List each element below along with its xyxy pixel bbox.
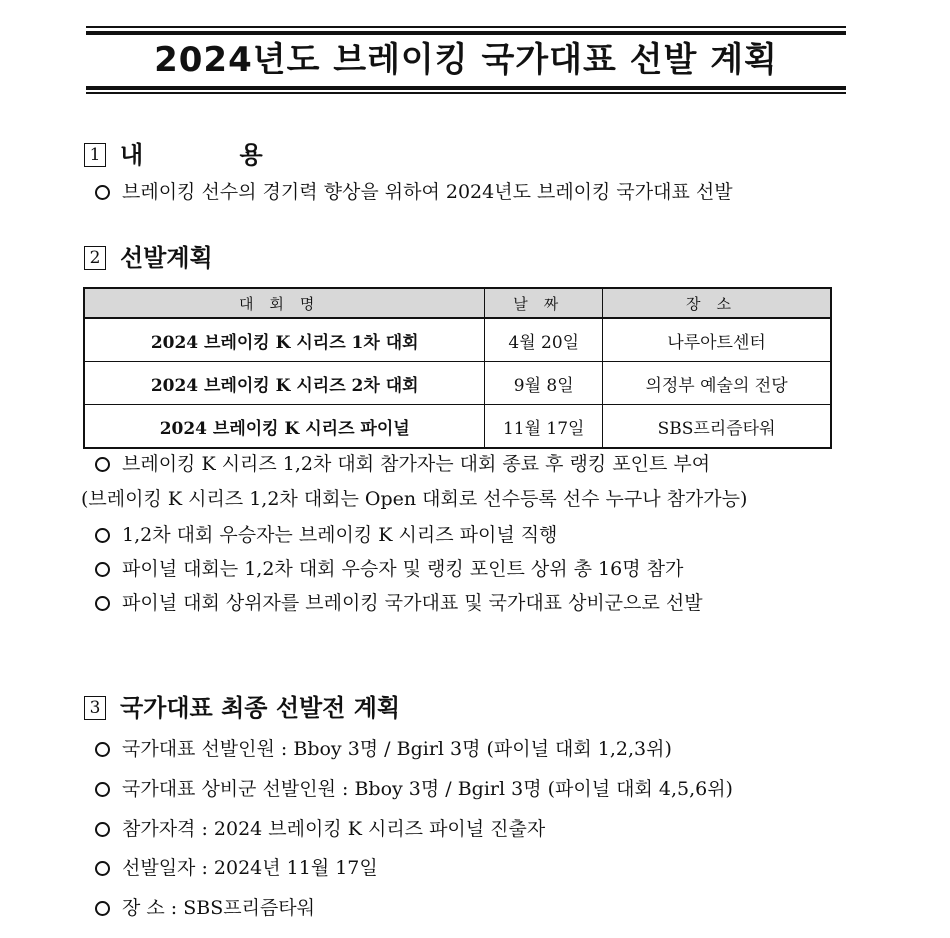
- title-bottom-rule-thick: [86, 86, 846, 90]
- circle-bullet-icon: [95, 822, 110, 837]
- bullet-text: 선발일자 : 2024년 11월 17일: [122, 857, 378, 879]
- event-cell: 2024 브레이킹 K 시리즈 1차 대회: [84, 318, 485, 362]
- circle-bullet-icon: [95, 901, 110, 916]
- section-3-bullet: [95, 736, 672, 762]
- table-row: [84, 318, 831, 362]
- section-2-note: [95, 451, 710, 477]
- section-2-title: 선발계획: [120, 244, 213, 272]
- bullet-text: 참가자격 : 2024 브레이킹 K 시리즈 파이널 진출자: [122, 818, 546, 840]
- event-cell: 2024 브레이킹 K 시리즈 2차 대회: [84, 362, 485, 405]
- title-top-rule-thin: [86, 26, 846, 28]
- circle-bullet-icon: [95, 742, 110, 757]
- section-2-note: [95, 522, 557, 548]
- bullet-text: 브레이킹 선수의 경기력 향상을 위하여 2024년도 브레이킹 국가대표 선발: [122, 181, 733, 203]
- date-cell: 4월 20일: [485, 318, 603, 362]
- title-bottom-rule-thin: [86, 92, 846, 94]
- venue-cell: 나루아트센터: [603, 318, 831, 362]
- note-text: 브레이킹 K 시리즈 1,2차 대회 참가자는 대회 종료 후 랭킹 포인트 부여: [122, 453, 711, 475]
- section-3-heading: [84, 693, 400, 723]
- venue-cell: SBS프리즘타워: [603, 405, 831, 449]
- date-cell: 9월 8일: [485, 362, 603, 405]
- table-header-row: [84, 288, 831, 318]
- document-title: 2024년도 브레이킹 국가대표 선발 계획: [154, 40, 778, 80]
- selection-plan-table: [83, 287, 832, 449]
- section-2-heading: [84, 243, 213, 273]
- event-cell: 2024 브레이킹 K 시리즈 파이널: [84, 405, 485, 449]
- circle-bullet-icon: [95, 861, 110, 876]
- table-row: [84, 362, 831, 405]
- venue-cell: 의정부 예술의 전당: [603, 362, 831, 405]
- section-2-note: [95, 590, 703, 616]
- circle-bullet-icon: [95, 528, 110, 543]
- section-2-number: 2: [84, 246, 106, 270]
- note-text: 1,2차 대회 우승자는 브레이킹 K 시리즈 파이널 직행: [122, 524, 558, 546]
- circle-bullet-icon: [95, 185, 110, 200]
- title-top-rule-thick: [86, 31, 846, 35]
- section-1-bullet: [95, 179, 733, 205]
- note-text: 파이널 대회는 1,2차 대회 우승자 및 랭킹 포인트 상위 총 16명 참가: [122, 558, 684, 580]
- section-3-bullet: [95, 895, 315, 921]
- section-2-note: [95, 556, 683, 582]
- section-1-title: 내 용: [120, 141, 307, 169]
- circle-bullet-icon: [95, 596, 110, 611]
- header-date: 날짜: [485, 288, 603, 318]
- header-venue: 장소: [603, 288, 831, 318]
- note-text: 파이널 대회 상위자를 브레이킹 국가대표 및 국가대표 상비군으로 선발: [122, 592, 703, 614]
- circle-bullet-icon: [95, 782, 110, 797]
- section-3-number: 3: [84, 696, 106, 720]
- bullet-text: 국가대표 상비군 선발인원 : Bboy 3명 / Bgirl 3명 (파이널 대회 4,5,6위): [122, 778, 733, 800]
- table-row: [84, 405, 831, 449]
- circle-bullet-icon: [95, 457, 110, 472]
- section-1-number: 1: [84, 143, 106, 167]
- section-3-title: 국가대표 최종 선발전 계획: [120, 694, 401, 722]
- circle-bullet-icon: [95, 562, 110, 577]
- date-cell: 11월 17일: [485, 405, 603, 449]
- section-2-note: [81, 486, 747, 512]
- section-3-bullet: [95, 816, 545, 842]
- bullet-text: 장 소 : SBS프리즘타워: [122, 897, 315, 919]
- header-event: 대회명: [84, 288, 485, 318]
- section-3-bullet: [95, 776, 733, 802]
- section-3-bullet: [95, 855, 378, 881]
- note-text: (브레이킹 K 시리즈 1,2차 대회는 Open 대회로 선수등록 선수 누구나 참가가능): [81, 488, 748, 510]
- section-1-heading: [84, 140, 307, 170]
- bullet-text: 국가대표 선발인원 : Bboy 3명 / Bgirl 3명 (파이널 대회 1,2,3위): [122, 738, 672, 760]
